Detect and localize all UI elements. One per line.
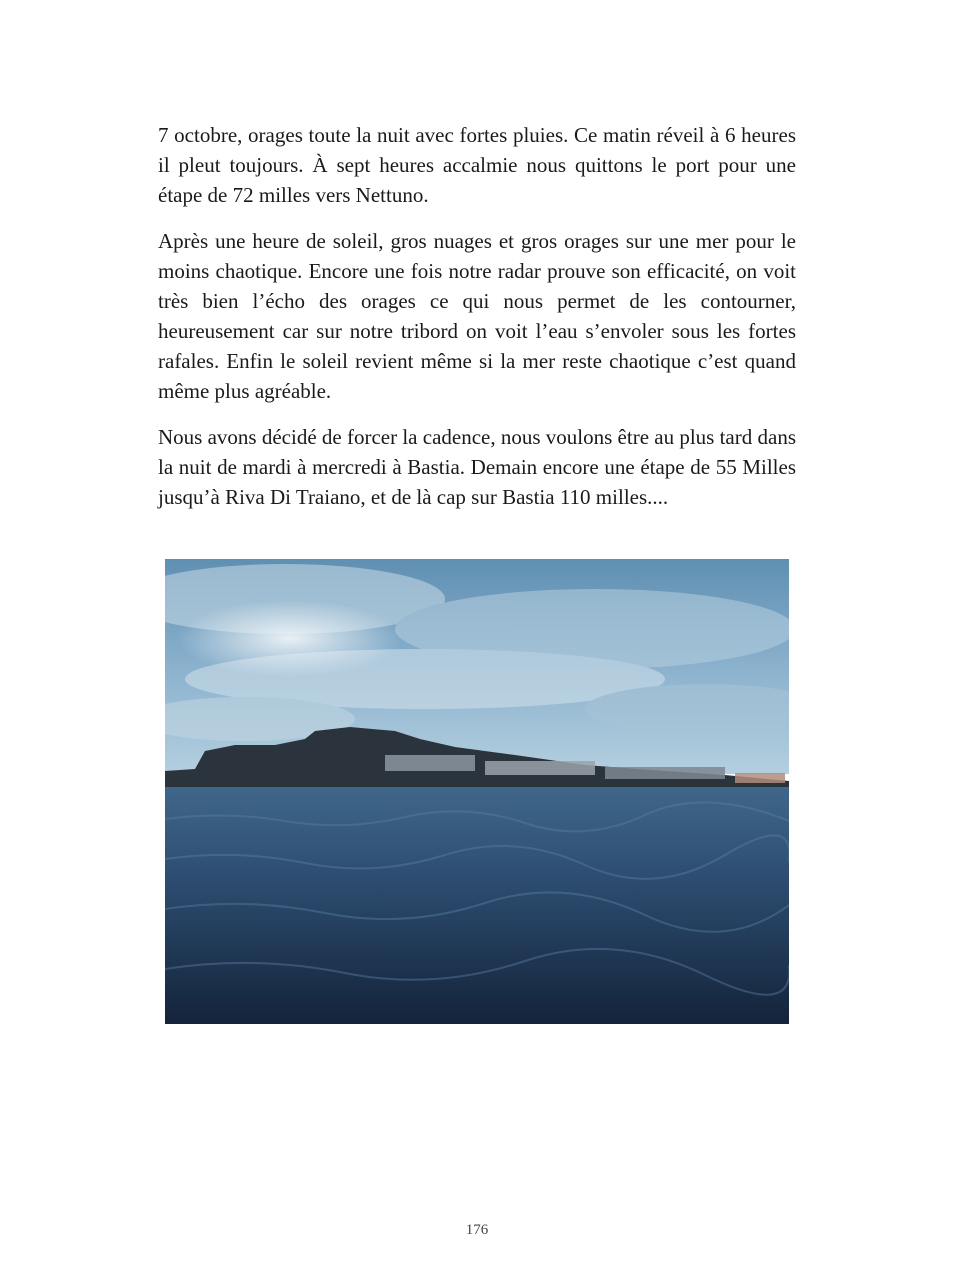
- page-number: 176: [465, 1222, 489, 1238]
- paragraph-3: Nous avons décidé de forcer la cadence, nous voulons être au plus tard dans la nuit de mardi à mercredi à Bastia. Demain encore une étape de 55 Milles jusqu’à Riva Di Traiano, et de là cap sur Bastia 110 milles....: [158, 425, 796, 509]
- paragraph-2: Après une heure de soleil, gros nuages et gros orages sur une mer pour le moins chaotique. Encore une fois notre radar prouve son efficacité, on voit très bien l’écho des orages ce qui nous permet de les contourner, heureusement car sur notre tribord on voit l’eau s’envoler sous les fortes rafales. Enfin le soleil revient même si la mer reste chaotique c’est quand même plus agréable.: [158, 229, 796, 403]
- paragraph-1: 7 octobre, orages toute la nuit avec fortes pluies. Ce matin réveil à 6 heures il pleut toujours. À sept heures accalmie nous quittons le port pour une étape de 72 milles vers Nettuno.: [158, 123, 796, 207]
- harbor-photo: [165, 559, 789, 1024]
- body-text: [158, 120, 796, 528]
